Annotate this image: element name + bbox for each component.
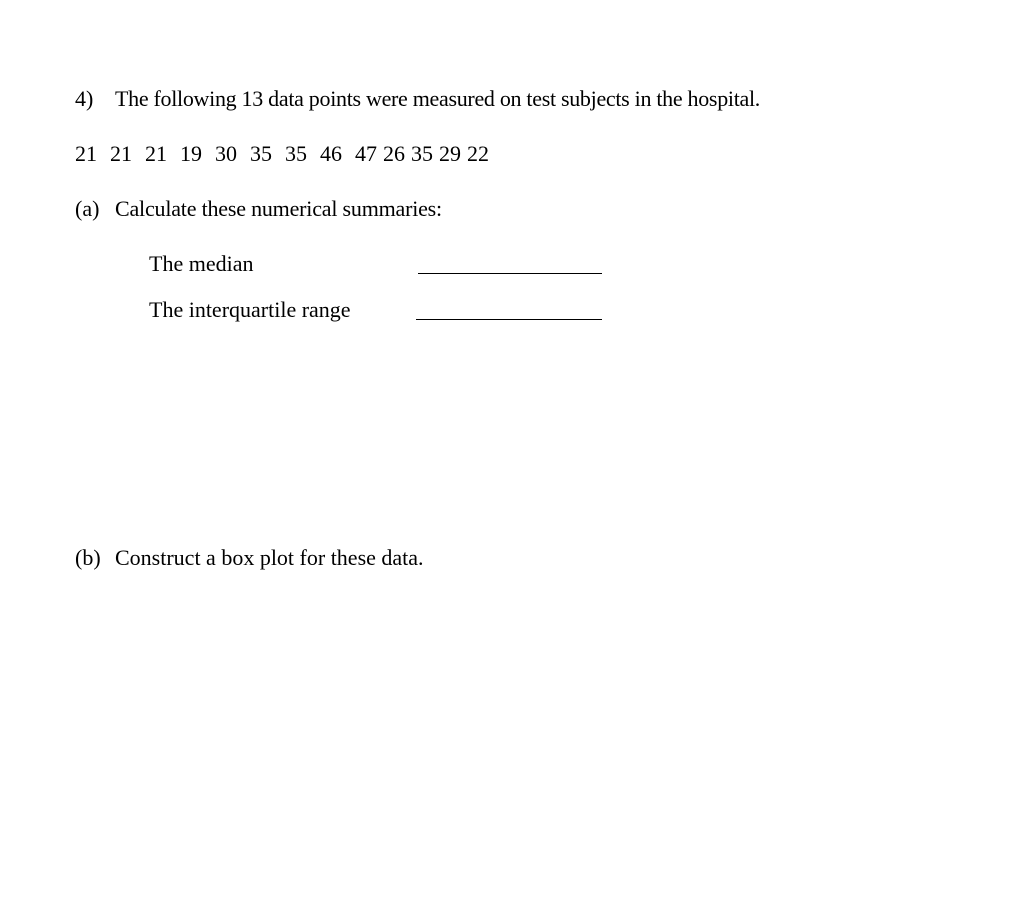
iqr-label: The interquartile range bbox=[149, 297, 351, 322]
part-b-instruction: Construct a box plot for these data. bbox=[115, 545, 424, 570]
iqr-answer-blank[interactable] bbox=[416, 319, 602, 320]
data-point: 35 bbox=[285, 141, 307, 166]
part-a-instruction: Calculate these numerical summaries: bbox=[115, 196, 442, 221]
data-point: 26 bbox=[383, 141, 405, 166]
question-text: The following 13 data points were measured on test subjects in the hospital. bbox=[115, 86, 760, 111]
part-a-label: (a) bbox=[75, 196, 100, 221]
data-point: 47 bbox=[355, 141, 377, 166]
data-points-list bbox=[75, 141, 489, 167]
data-point: 21 bbox=[75, 141, 97, 166]
data-point: 46 bbox=[320, 141, 342, 166]
data-point: 30 bbox=[215, 141, 237, 166]
data-point: 19 bbox=[180, 141, 202, 166]
question-number: 4) bbox=[75, 86, 94, 111]
data-point: 21 bbox=[110, 141, 132, 166]
data-point: 35 bbox=[250, 141, 272, 166]
median-label: The median bbox=[149, 251, 254, 276]
data-point: 29 bbox=[439, 141, 461, 166]
data-point: 22 bbox=[467, 141, 489, 166]
median-answer-blank[interactable] bbox=[418, 273, 602, 274]
data-point: 35 bbox=[411, 141, 433, 166]
data-point: 21 bbox=[145, 141, 167, 166]
part-b-label: (b) bbox=[75, 545, 101, 570]
